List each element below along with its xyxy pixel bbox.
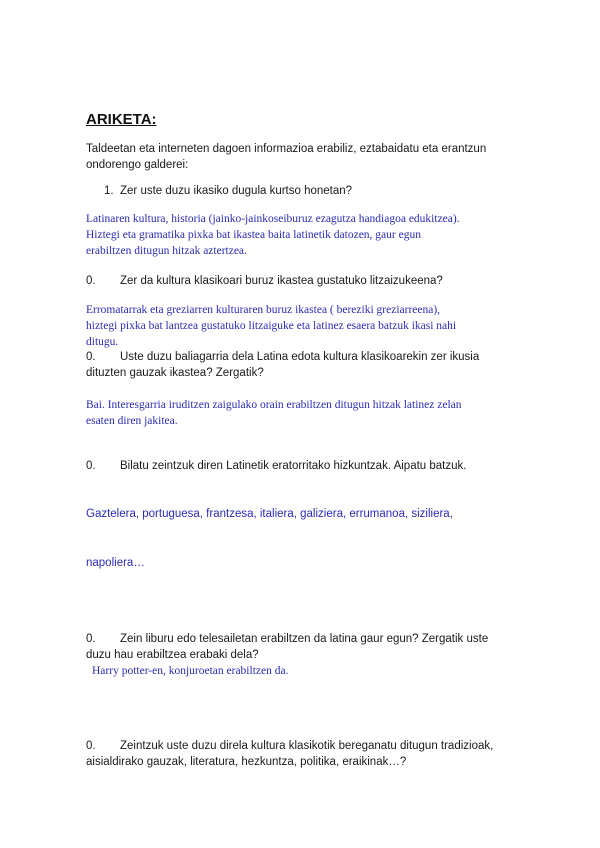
answer-1-line-3: erabiltzen ditugun hitzak aztertzea. [86, 245, 247, 257]
answer-1-line-2: Hiztegi eta gramatika pixka bat ikastea baita latinetik datozen, gaur egun [86, 229, 421, 241]
question-3-number: 0. [86, 351, 96, 363]
question-5-text-line-1: Zein liburu edo telesailetan erabiltzen da latina gaur egun? Zergatik uste [120, 633, 489, 645]
question-5-number: 0. [86, 633, 96, 645]
question-2-text: Zer da kultura klasikoari buruz ikastea gustatuko litzaizukeena? [120, 275, 443, 287]
intro-line-1: Taldeetan eta interneten dagoen informazioa erabiliz, eztabaidatu eta erantzun [86, 143, 487, 155]
question-2-number: 0. [86, 275, 96, 287]
answer-2-line-1: Erromatarrak eta greziarren kulturaren buruz ikastea ( bereziki greziarreena), [86, 304, 441, 316]
answer-2-line-3: ditugu. [86, 336, 119, 348]
question-3-text-line-1: Uste duzu baliagarria dela Latina edota kultura klasikoarekin zer ikusia [120, 351, 480, 363]
question-5-text-line-2: duzu hau erabiltzea erabaki dela? [86, 649, 259, 661]
answer-4-line-1: Gaztelera, portuguesa, frantzesa, italiera, galiziera, errumanoa, siziliera, [86, 508, 453, 520]
answer-3-line-2: esaten diren jakitea. [86, 415, 178, 427]
question-6 [86, 738, 493, 754]
question-6-text-line-1: Zeintzuk uste duzu direla kultura klasikotik bereganatu ditugun tradizioak, [120, 740, 494, 752]
question-1-number: 1. [104, 185, 114, 197]
answer-2-line-2: hiztegi pixka bat lantzea gustatuko litzaiguke eta latinez esaera batzuk ikasi nahi [86, 320, 457, 332]
page-title: ARIKETA: [86, 111, 157, 128]
intro-line-2: ondorengo galderei: [86, 159, 189, 171]
question-4-number: 0. [86, 460, 96, 472]
question-1 [104, 183, 352, 199]
answer-3-line-1: Bai. Interesgarria iruditzen zaigulako orain erabiltzen ditugun hitzak latinez zelan [86, 399, 462, 411]
answer-5: Harry potter-en, konjuroetan erabiltzen da. [92, 665, 289, 677]
question-3 [86, 349, 479, 365]
answer-4-line-2: napoliera… [86, 557, 145, 569]
question-1-text: Zer uste duzu ikasiko dugula kurtso honetan? [120, 185, 353, 197]
answer-1-line-1: Latinaren kultura, historia (jainko-jainkoseiburuz ezagutza handiagoa edukitzea). [86, 213, 460, 225]
question-3-text-line-2: dituzten gauzak ikastea? Zergatik? [86, 367, 264, 379]
question-6-text-line-2: aisialdirako gauzak, literatura, hezkuntza, politika, eraikinak…? [86, 756, 407, 768]
question-4-text: Bilatu zeintzuk diren Latinetik eratorritako hizkuntzak. Aipatu batzuk. [120, 460, 467, 472]
question-5 [86, 631, 488, 647]
question-4 [86, 458, 466, 474]
question-6-number: 0. [86, 740, 96, 752]
question-2 [86, 273, 443, 289]
